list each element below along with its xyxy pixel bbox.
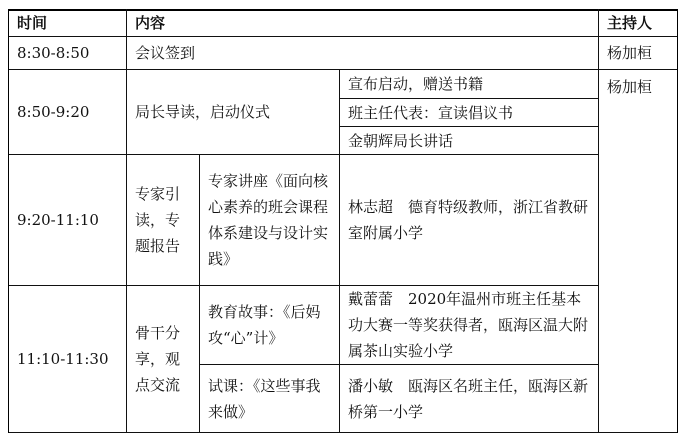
row3-topic: 专家讲座《面向核心素养的班会课程体系建设与设计实践》 — [208, 172, 329, 268]
row4-category: 骨干分享，观点交流 — [135, 324, 181, 394]
row2-subdivider-1 — [340, 98, 599, 99]
row2-content: 局长导读，启动仪式 — [135, 103, 271, 121]
row3-category: 专家引读，专题报告 — [135, 185, 181, 255]
header-time: 时间 — [17, 14, 48, 32]
table-left-border — [8, 9, 9, 433]
row1-content: 会议签到 — [135, 44, 196, 62]
row4-topic-2: 试课：《这些事我来做》 — [208, 376, 321, 421]
row1-host: 杨加桓 — [607, 44, 653, 62]
row2-item-2: 班主任代表：宣读倡议书 — [348, 104, 514, 122]
header-divider — [8, 36, 678, 37]
table-right-border — [677, 9, 678, 433]
row2-item-1: 宣布启动，赠送书籍 — [348, 75, 484, 93]
row4-speaker-1: 戴蕾蕾 2020年温州市班主任基本功大赛一等奖获得者，瓯海区温大附属茶山实验小学 — [348, 290, 589, 360]
row4-topic-1: 教育故事：《后妈攻“心”计》 — [208, 303, 321, 347]
row4-subdivider — [200, 364, 599, 365]
row1-time: 8:30-8:50 — [17, 44, 90, 62]
col-divider-topic — [199, 154, 200, 433]
row3-time: 9:20-11:10 — [17, 211, 99, 229]
row3-divider — [8, 285, 599, 286]
row2-subdivider-2 — [340, 126, 599, 127]
header-content: 内容 — [135, 14, 166, 32]
row2-time: 8:50-9:20 — [17, 103, 90, 121]
row4-speaker-2: 潘小敏 瓯海区名班主任，瓯海区新桥第一小学 — [348, 376, 589, 421]
row4-time: 11:10-11:30 — [17, 350, 109, 368]
row2-item-3: 金朝辉局长讲话 — [348, 131, 454, 150]
row3-speaker: 林志超 德育特级教师，浙江省教研室附属小学 — [348, 198, 589, 242]
row2-host: 杨加桓 — [607, 78, 653, 96]
col-divider-speaker — [339, 69, 340, 433]
col-divider-time — [126, 9, 127, 433]
table-bottom-border — [8, 432, 678, 433]
col-divider-host — [598, 9, 599, 433]
row1-divider — [8, 69, 678, 70]
row2-divider — [8, 154, 599, 155]
table-top-border — [8, 9, 678, 11]
header-host: 主持人 — [607, 14, 653, 32]
